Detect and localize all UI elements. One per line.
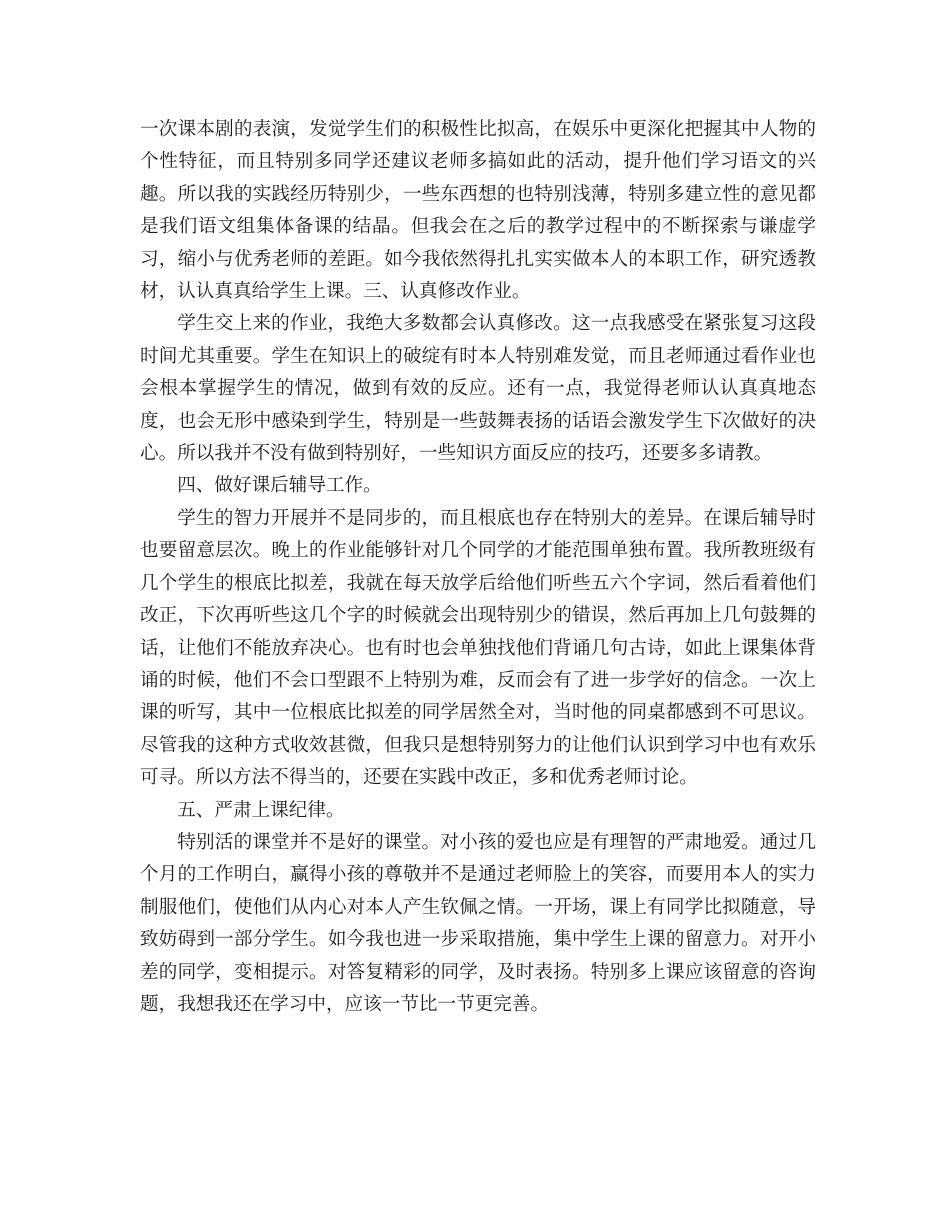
heading-class-discipline: 五、严肃上课纪律。 (177, 799, 345, 821)
paragraph-after-class-tutoring: 学生的智力开展并不是同步的，而且根底也存在特别大的差异。在课后辅导时也要留意层次。晚上的作业能够针对几个同学的才能范围单独布置。我所教班级有几个学生的根底比拟差，我就在每天放学后给他们听些五六个字词，然后看着他们改正，下次再听些这几个字的时候就会出现特别少的错误，然后再加上几句鼓舞的话，让他们不能放弃决心。也有时也会单独找他们背诵几句古诗，如此上课集体背诵的时候，他们不会口型跟不上特别为难，反而会有了进一步学好的信念。一次上课的听写，其中一位根底比拟差的同学居然全对，当时他的同桌都感到不可思议。尽管我的这种方式收效甚微，但我只是想特别努力的让他们认识到学习中也有欢乐可寻。所以方法不得当的，还要在实践中改正，多和优秀老师讨论。 (140, 507, 816, 789)
heading-after-class-tutoring: 四、做好课后辅导工作。 (177, 475, 382, 497)
paragraph-class-discipline: 特别活的课堂并不是好的课堂。对小孩的爱也应是有理智的严肃地爱。通过几个月的工作明白，赢得小孩的尊敬并不是通过老师脸上的笑容，而要用本人的实力制服他们，使他们从内心对本人产生钦佩之情。一开场，课上有同学比拟随意，导致妨碍到一部分学生。如今我也进一步采取措施，集中学生上课的留意力。对开小差的同学，变相提示。对答复精彩的同学，及时表扬。特别多上课应该留意的咨询题，我想我还在学习中，应该一节比一节更完善。 (140, 831, 816, 1015)
paragraph-homework-correction: 学生交上来的作业，我绝大多数都会认真修改。这一点我感受在紧张复习这段时间尤其重要。学生在知识上的破绽有时本人特别难发觉，而且老师通过看作业也会根本掌握学生的情况，做到有效的反应。还有一点，我觉得老师认认真真地态度，也会无形中感染到学生，特别是一些鼓舞表扬的话语会激发学生下次做好的决心。所以我并不没有做到特别好，一些知识方面反应的技巧，还要多多请教。 (140, 313, 816, 465)
paragraph-class-drama: 一次课本剧的表演，发觉学生们的积极性比拟高，在娱乐中更深化把握其中人物的个性特征，而且特别多同学还建议老师多搞如此的活动，提升他们学习语文的兴趣。所以我的实践经历特别少，一些东西想的也特别浅薄，特别多建立性的意见都是我们语文组集体备课的结晶。但我会在之后的教学过程中的不断探索与谦虚学习，缩小与优秀老师的差距。如今我依然得扎扎实实做本人的本职工作，研究透教材，认认真真给学生上课。三、认真修改作业。 (140, 119, 816, 303)
document-page (140, 114, 816, 1021)
